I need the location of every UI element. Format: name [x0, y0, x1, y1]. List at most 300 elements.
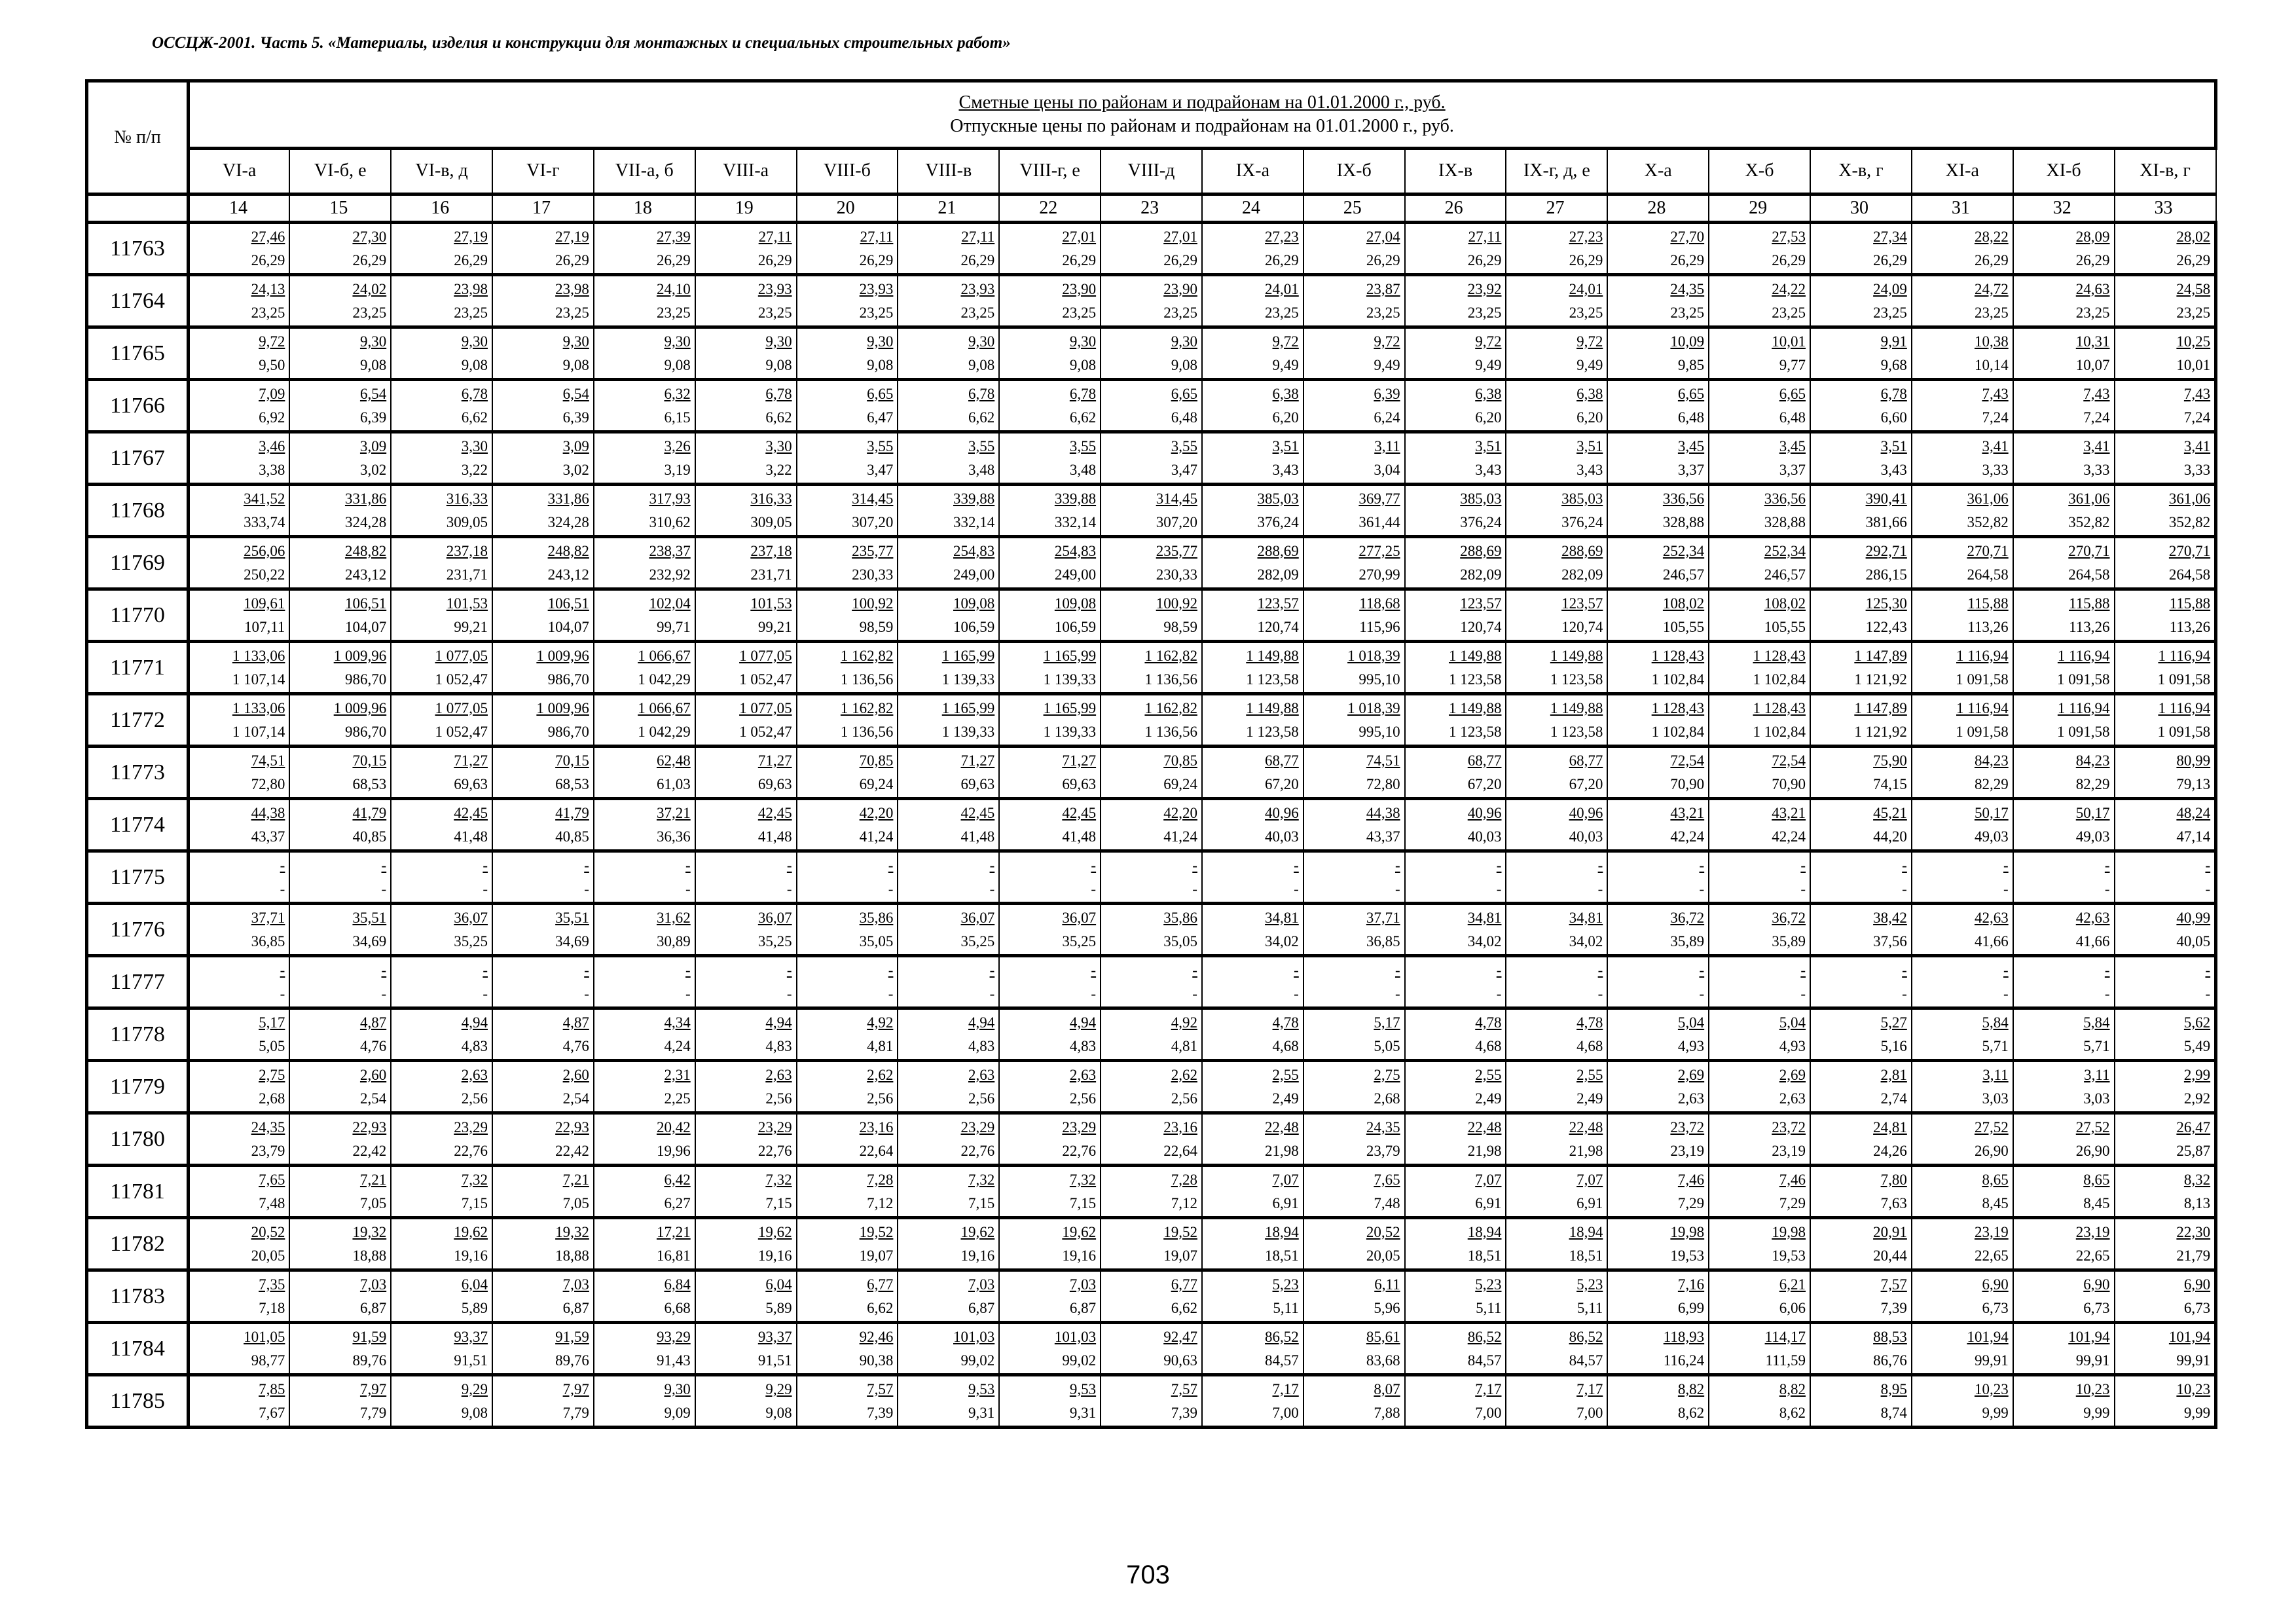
- price-cell: [1912, 1375, 2013, 1428]
- estimated-price: 8,07: [1374, 1380, 1400, 1397]
- selling-price: 35,89: [1670, 932, 1705, 950]
- price-cell: [289, 275, 391, 327]
- price-cell: [2013, 485, 2115, 537]
- selling-price: 22,65: [1974, 1247, 2009, 1264]
- estimated-price: 115,88: [1967, 595, 2009, 612]
- selling-price: -: [1394, 985, 1400, 1002]
- region-header: X-б: [1709, 148, 1810, 194]
- price-cell: [1405, 1375, 1506, 1428]
- price-cell: [898, 1218, 999, 1270]
- column-number: 27: [1506, 194, 1607, 223]
- estimated-price: -: [786, 857, 792, 874]
- selling-price: 23,25: [656, 304, 691, 321]
- selling-price: 986,70: [344, 671, 387, 688]
- selling-price: 41,66: [2075, 932, 2110, 950]
- price-cell: [1607, 1270, 1709, 1323]
- row-id: 11772: [87, 694, 189, 747]
- estimated-price: 9,30: [461, 333, 488, 350]
- estimated-price: 109,08: [953, 595, 995, 612]
- price-cell: [1506, 799, 1607, 851]
- selling-price: 19,16: [1062, 1247, 1097, 1264]
- selling-price: -: [381, 880, 387, 897]
- selling-price: 1 091,58: [2157, 671, 2211, 688]
- price-cell: [1202, 1166, 1303, 1218]
- price-cell: [999, 1270, 1101, 1323]
- selling-price: 1 123,58: [1550, 723, 1603, 740]
- selling-price: 40,03: [1569, 828, 1603, 845]
- price-cell: [1506, 432, 1607, 485]
- selling-price: -: [888, 985, 894, 1002]
- selling-price: 22,42: [555, 1142, 589, 1159]
- selling-price: 332,14: [1054, 513, 1097, 530]
- price-cell: [898, 1166, 999, 1218]
- estimated-price: 101,94: [2068, 1328, 2110, 1345]
- selling-price: 6,20: [1576, 409, 1603, 426]
- selling-price: 10,01: [2176, 356, 2211, 373]
- row-id: 11770: [87, 589, 189, 642]
- price-cell: [289, 1061, 391, 1113]
- estimated-price: 3,55: [1069, 437, 1097, 454]
- price-cell: [189, 1270, 290, 1323]
- estimated-price: 1 147,89: [1854, 699, 1907, 716]
- price-cell: [797, 537, 898, 589]
- selling-price: 99,02: [1062, 1352, 1097, 1369]
- estimated-price: 92,46: [859, 1328, 894, 1345]
- price-cell: [1912, 1008, 2013, 1061]
- price-cell: [189, 380, 290, 432]
- estimated-price: 125,30: [1865, 595, 1907, 612]
- selling-price: 21,98: [1467, 1142, 1502, 1159]
- price-cell: [289, 956, 391, 1008]
- estimated-price: 9,72: [259, 333, 285, 350]
- estimated-price: 6,90: [2083, 1276, 2110, 1293]
- selling-price: 4,76: [359, 1037, 387, 1054]
- price-cell: [1912, 327, 2013, 380]
- price-cell: [2013, 1218, 2115, 1270]
- price-cell: [1506, 694, 1607, 747]
- estimated-price: 27,01: [1062, 228, 1097, 245]
- price-cell: [1506, 327, 1607, 380]
- price-cell: [1506, 747, 1607, 799]
- estimated-price: 42,20: [1163, 804, 1197, 821]
- selling-price: 2,54: [359, 1090, 387, 1107]
- estimated-price: -: [1294, 857, 1299, 874]
- selling-price: 40,85: [555, 828, 589, 845]
- selling-price: 6,87: [1069, 1299, 1097, 1316]
- selling-price: 90,63: [1163, 1352, 1197, 1369]
- selling-price: 40,05: [2176, 932, 2211, 950]
- estimated-price: 6,21: [1779, 1276, 1806, 1293]
- estimated-price: 1 128,43: [1651, 647, 1705, 664]
- selling-price: 1 123,58: [1246, 671, 1299, 688]
- selling-price: 20,44: [1873, 1247, 1907, 1264]
- price-cell: [391, 851, 492, 904]
- selling-price: 26,29: [251, 251, 285, 268]
- estimated-price: 238,37: [649, 542, 691, 559]
- estimated-price: 9,72: [1475, 333, 1502, 350]
- price-cell: [492, 380, 594, 432]
- selling-price: 3,48: [1069, 461, 1097, 478]
- estimated-price: 22,48: [1265, 1118, 1299, 1135]
- price-cell: [1607, 1113, 1709, 1166]
- estimated-price: 6,78: [968, 385, 995, 402]
- estimated-price: 10,25: [2176, 333, 2211, 350]
- estimated-price: 70,15: [352, 752, 387, 769]
- estimated-price: 6,90: [2183, 1276, 2211, 1293]
- selling-price: 6,20: [1475, 409, 1502, 426]
- price-cell: [1202, 956, 1303, 1008]
- price-cell: [797, 327, 898, 380]
- price-cell: [898, 275, 999, 327]
- selling-price: 7,29: [1677, 1194, 1705, 1211]
- selling-price: 7,24: [1982, 409, 2009, 426]
- selling-price: 23,25: [1873, 304, 1907, 321]
- estimated-price: 1 128,43: [1753, 699, 1806, 716]
- price-cell: [999, 851, 1101, 904]
- estimated-price: 2,60: [359, 1066, 387, 1083]
- price-cell: [1506, 1218, 1607, 1270]
- selling-price: 19,16: [454, 1247, 488, 1264]
- selling-price: 104,07: [547, 618, 589, 635]
- estimated-price: 7,21: [359, 1171, 387, 1188]
- selling-price: 99,91: [1974, 1352, 2009, 1369]
- estimated-price: 1 149,88: [1550, 699, 1603, 716]
- selling-price: -: [483, 880, 488, 897]
- estimated-price: 1 162,82: [1144, 647, 1197, 664]
- price-cell: [2013, 327, 2115, 380]
- selling-price: 4,83: [968, 1037, 995, 1054]
- selling-price: 264,58: [2168, 566, 2211, 583]
- selling-price: 5,11: [1273, 1299, 1299, 1316]
- selling-price: 2,49: [1272, 1090, 1299, 1107]
- price-cell: [189, 799, 290, 851]
- price-cell: [2013, 1061, 2115, 1113]
- estimated-price: 369,77: [1358, 490, 1400, 507]
- selling-price: 23,25: [1062, 304, 1097, 321]
- estimated-price: 1 165,99: [1043, 647, 1097, 664]
- estimated-price: 23,16: [859, 1118, 894, 1135]
- estimated-price: -: [1394, 857, 1400, 874]
- price-cell: [189, 327, 290, 380]
- price-cell: [999, 799, 1101, 851]
- price-cell: [391, 223, 492, 275]
- price-cell: [999, 642, 1101, 694]
- selling-price: 30,89: [656, 932, 691, 950]
- selling-price: 5,11: [1476, 1299, 1502, 1316]
- price-cell: [1405, 1218, 1506, 1270]
- estimated-price: 252,34: [1662, 542, 1705, 559]
- price-cell: [898, 956, 999, 1008]
- selling-price: 22,64: [859, 1142, 894, 1159]
- estimated-price: 23,72: [1670, 1118, 1705, 1135]
- selling-price: 6,15: [664, 409, 691, 426]
- price-cell: [391, 1008, 492, 1061]
- selling-price: 3,03: [1982, 1090, 2009, 1107]
- estimated-price: 237,18: [750, 542, 792, 559]
- selling-price: 1 102,84: [1753, 723, 1806, 740]
- selling-price: 115,96: [1359, 618, 1400, 635]
- estimated-price: 101,03: [953, 1328, 995, 1345]
- selling-price: 9,85: [1677, 356, 1705, 373]
- price-cell: [594, 1008, 695, 1061]
- estimated-price: 6,77: [867, 1276, 894, 1293]
- price-cell: [2013, 747, 2115, 799]
- price-cell: [999, 1008, 1101, 1061]
- price-cell: [797, 1061, 898, 1113]
- selling-price: 3,43: [1272, 461, 1299, 478]
- selling-price: 23,25: [1569, 304, 1603, 321]
- selling-price: 6,91: [1475, 1194, 1502, 1211]
- price-cell: [797, 223, 898, 275]
- price-cell: [1810, 1061, 1912, 1113]
- price-cell: [1303, 851, 1405, 904]
- estimated-price: 7,65: [259, 1171, 285, 1188]
- price-cell: [1912, 956, 2013, 1008]
- price-cell: [1303, 1218, 1405, 1270]
- selling-price: 7,05: [359, 1194, 387, 1211]
- selling-price: 47,14: [2176, 828, 2211, 845]
- estimated-price: 7,97: [359, 1380, 387, 1397]
- caption-selling-prices: Отпускные цены по районам и подрайонам на 01.01.2000 г., руб.: [950, 115, 1454, 136]
- selling-price: 99,21: [757, 618, 792, 635]
- price-cell: [2115, 851, 2216, 904]
- selling-price: 99,91: [2075, 1352, 2110, 1369]
- price-cell: [797, 1166, 898, 1218]
- selling-price: 41,48: [1062, 828, 1097, 845]
- estimated-price: 7,65: [1374, 1171, 1400, 1188]
- price-cell: [695, 589, 797, 642]
- price-cell: [2115, 275, 2216, 327]
- table-row: [87, 1113, 2216, 1166]
- price-cell: [1709, 904, 1810, 956]
- estimated-price: 27,52: [2075, 1118, 2110, 1135]
- selling-price: 4,68: [1576, 1037, 1603, 1054]
- selling-price: 1 121,92: [1854, 723, 1907, 740]
- selling-price: 3,47: [867, 461, 894, 478]
- row-id: 11769: [87, 537, 189, 589]
- price-cell: [1607, 589, 1709, 642]
- price-cell: [1303, 223, 1405, 275]
- estimated-price: 5,04: [1677, 1014, 1705, 1031]
- price-cell: [1101, 432, 1202, 485]
- selling-price: 4,68: [1475, 1037, 1502, 1054]
- price-cell: [1405, 432, 1506, 485]
- selling-price: 26,29: [859, 251, 894, 268]
- price-cell: [189, 1166, 290, 1218]
- selling-price: -: [1192, 880, 1197, 897]
- estimated-price: 62,48: [656, 752, 691, 769]
- price-cell: [1709, 1166, 1810, 1218]
- price-cell: [1202, 1218, 1303, 1270]
- price-cell: [695, 537, 797, 589]
- selling-price: 34,69: [555, 932, 589, 950]
- selling-price: 41,24: [1163, 828, 1197, 845]
- table-row: [87, 1270, 2216, 1323]
- estimated-price: 7,32: [1069, 1171, 1097, 1188]
- price-cell: [695, 747, 797, 799]
- selling-price: -: [685, 985, 691, 1002]
- selling-price: 3,33: [2083, 461, 2110, 478]
- price-cell: [1202, 537, 1303, 589]
- estimated-price: 2,62: [867, 1066, 894, 1083]
- price-cell: [1506, 1323, 1607, 1375]
- estimated-price: 6,32: [664, 385, 691, 402]
- column-number: 25: [1303, 194, 1405, 223]
- estimated-price: 5,23: [1475, 1276, 1502, 1293]
- selling-price: 5,49: [2183, 1037, 2211, 1054]
- estimated-price: 22,93: [352, 1118, 387, 1135]
- estimated-price: -: [685, 857, 691, 874]
- price-cell: [594, 851, 695, 904]
- selling-price: 18,88: [352, 1247, 387, 1264]
- column-number: 20: [797, 194, 898, 223]
- selling-price: 70,90: [1772, 775, 1806, 792]
- row-id: 11771: [87, 642, 189, 694]
- selling-price: 69,24: [1163, 775, 1197, 792]
- price-cell: [999, 1113, 1101, 1166]
- price-cell: [1202, 275, 1303, 327]
- table-row: [87, 589, 2216, 642]
- estimated-price: 3,51: [1880, 437, 1907, 454]
- price-cell: [189, 223, 290, 275]
- estimated-price: 106,51: [344, 595, 387, 612]
- selling-price: 18,51: [1467, 1247, 1502, 1264]
- price-cell: [1101, 589, 1202, 642]
- estimated-price: 9,29: [765, 1380, 792, 1397]
- selling-price: 1 139,33: [941, 671, 995, 688]
- price-cell: [2115, 537, 2216, 589]
- estimated-price: 27,23: [1569, 228, 1603, 245]
- estimated-price: 3,55: [968, 437, 995, 454]
- estimated-price: 74,51: [251, 752, 285, 769]
- region-header: VI-а: [189, 148, 290, 194]
- column-number: 14: [189, 194, 290, 223]
- selling-price: 23,25: [859, 304, 894, 321]
- estimated-price: 7,28: [867, 1171, 894, 1188]
- selling-price: 34,02: [1569, 932, 1603, 950]
- price-cell: [189, 694, 290, 747]
- selling-price: 1 102,84: [1753, 671, 1806, 688]
- estimated-price: 7,03: [1069, 1276, 1097, 1293]
- selling-price: -: [584, 880, 589, 897]
- row-id: 11765: [87, 327, 189, 380]
- price-cell: [1912, 1061, 2013, 1113]
- price-cell: [695, 223, 797, 275]
- estimated-price: 40,96: [1569, 804, 1603, 821]
- selling-price: -: [1294, 880, 1299, 897]
- price-cell: [1303, 275, 1405, 327]
- estimated-price: 1 149,88: [1246, 647, 1299, 664]
- selling-price: 49,03: [1974, 828, 2009, 845]
- estimated-price: 3,55: [1171, 437, 1197, 454]
- price-cell: [289, 327, 391, 380]
- selling-price: 37,56: [1873, 932, 1907, 950]
- selling-price: 1 091,58: [2157, 723, 2211, 740]
- column-number: 28: [1607, 194, 1709, 223]
- selling-price: 120,74: [1460, 618, 1502, 635]
- price-cell: [1607, 799, 1709, 851]
- estimated-price: 36,07: [757, 909, 792, 926]
- row-id: 11774: [87, 799, 189, 851]
- estimated-price: 336,56: [1764, 490, 1806, 507]
- price-cell: [2013, 1008, 2115, 1061]
- price-cell: [391, 537, 492, 589]
- estimated-price: 18,94: [1569, 1223, 1603, 1240]
- selling-price: 7,18: [259, 1299, 285, 1316]
- estimated-price: 6,38: [1576, 385, 1603, 402]
- estimated-price: 24,22: [1772, 280, 1806, 297]
- price-cell: [289, 537, 391, 589]
- selling-price: 36,36: [656, 828, 691, 845]
- selling-price: 286,15: [1865, 566, 1907, 583]
- estimated-price: 361,06: [2068, 490, 2110, 507]
- selling-price: 19,53: [1670, 1247, 1705, 1264]
- selling-price: -: [1597, 985, 1603, 1002]
- price-cell: [1607, 694, 1709, 747]
- estimated-price: 248,82: [344, 542, 387, 559]
- estimated-price: -: [2104, 961, 2110, 978]
- estimated-price: 6,38: [1475, 385, 1502, 402]
- column-number: 17: [492, 194, 594, 223]
- price-cell: [1607, 747, 1709, 799]
- estimated-price: 9,30: [359, 333, 387, 350]
- price-cell: [1303, 1323, 1405, 1375]
- selling-price: 3,33: [1982, 461, 2009, 478]
- selling-price: 7,39: [867, 1404, 894, 1421]
- estimated-price: 7,80: [1880, 1171, 1907, 1188]
- estimated-price: 4,94: [461, 1014, 488, 1031]
- price-cell: [1607, 1008, 1709, 1061]
- price-cell: [594, 327, 695, 380]
- table-row: [87, 694, 2216, 747]
- row-id: 11764: [87, 275, 189, 327]
- selling-price: -: [1902, 985, 1907, 1002]
- selling-price: 83,68: [1366, 1352, 1400, 1369]
- price-cell: [189, 432, 290, 485]
- selling-price: 6,62: [461, 409, 488, 426]
- estimated-price: -: [1699, 961, 1705, 978]
- price-cell: [391, 1113, 492, 1166]
- selling-price: 230,33: [852, 566, 894, 583]
- region-header: VI-г: [492, 148, 594, 194]
- estimated-price: 23,98: [555, 280, 589, 297]
- price-cell: [797, 904, 898, 956]
- estimated-price: 1 077,05: [435, 699, 488, 716]
- estimated-price: 252,34: [1764, 542, 1806, 559]
- estimated-price: -: [1496, 961, 1502, 978]
- selling-price: 26,90: [1974, 1142, 2009, 1159]
- price-cell: [1810, 275, 1912, 327]
- selling-price: 36,85: [1366, 932, 1400, 950]
- selling-price: 2,56: [765, 1090, 792, 1107]
- price-cell: [289, 799, 391, 851]
- selling-price: -: [2205, 985, 2211, 1002]
- estimated-price: 93,29: [656, 1328, 691, 1345]
- selling-price: 9,31: [1069, 1404, 1097, 1421]
- price-cell: [797, 380, 898, 432]
- region-header: VII-а, б: [594, 148, 695, 194]
- estimated-price: 9,72: [1374, 333, 1400, 350]
- selling-price: 18,88: [555, 1247, 589, 1264]
- estimated-price: -: [1091, 961, 1097, 978]
- price-cell: [1709, 956, 1810, 1008]
- row-id: 11768: [87, 485, 189, 537]
- selling-price: 26,29: [1873, 251, 1907, 268]
- table-row: [87, 1061, 2216, 1113]
- selling-price: 332,14: [953, 513, 995, 530]
- estimated-price: 36,72: [1670, 909, 1705, 926]
- estimated-price: 43,21: [1670, 804, 1705, 821]
